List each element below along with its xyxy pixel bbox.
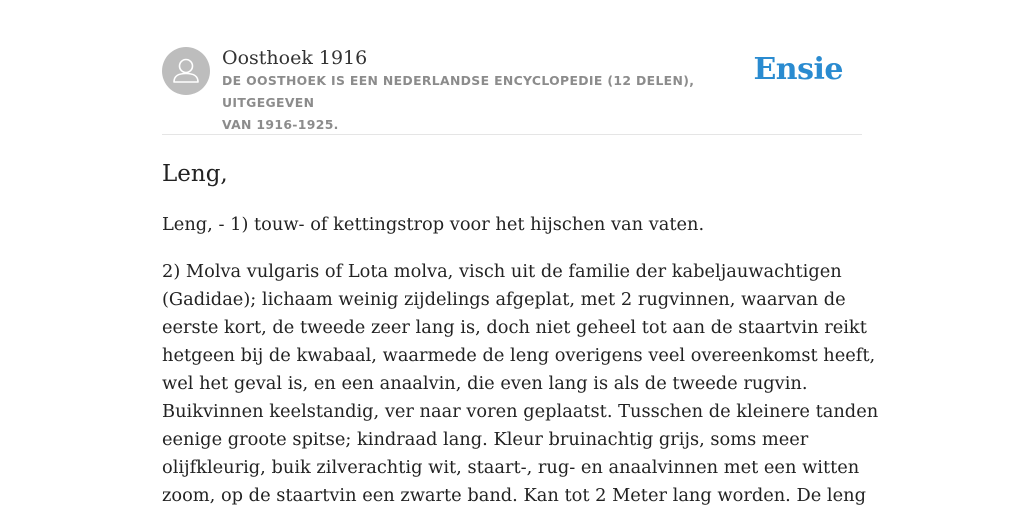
ensie-logo-link[interactable]: Ensie	[753, 52, 843, 87]
paragraph-line: (Gadidae); lichaam weinig zijdelings afgeplat, met 2 rugvinnen, waarvan de	[162, 289, 846, 310]
source-description-line: VAN 1916-1925.	[222, 117, 339, 132]
entry-paragraph-2	[162, 258, 879, 510]
paragraph-line: eerste kort, de tweede zeer lang is, doch niet geheel tot aan de staartvin reikt	[162, 317, 867, 338]
content-column	[162, 0, 879, 510]
source-avatar[interactable]	[162, 47, 210, 95]
paragraph-line: eenige groote spitse; kindraad lang. Kleur bruinachtig grijs, soms meer	[162, 429, 809, 450]
source-info	[222, 46, 762, 136]
paragraph-line: Buikvinnen keelstandig, ver naar voren geplaatst. Tusschen de kleinere tanden	[162, 401, 879, 422]
paragraph-line: olijfkleurig, buik zilverachtig wit, staart-, rug- en anaalvinnen met een witten	[162, 457, 860, 478]
entry-title: Leng,	[162, 161, 228, 187]
paragraph-line: hetgeen bij de kwabaal, waarmede de leng overigens veel overeenkomst heeft,	[162, 345, 876, 366]
source-description-line: DE OOSTHOEK IS EEN NEDERLANDSE ENCYCLOPEDIE (12 DELEN), UITGEGEVEN	[222, 73, 695, 110]
entry-paragraph-1: Leng, - 1) touw- of kettingstrop voor het hijschen van vaten.	[162, 214, 705, 235]
source-title[interactable]: Oosthoek 1916	[222, 47, 368, 69]
source-header	[162, 0, 862, 135]
paragraph-line: 2) Molva vulgaris of Lota molva, visch uit de familie der kabeljauwachtigen	[162, 261, 842, 282]
source-description	[222, 70, 762, 136]
paragraph-line: zoom, op de staartvin een zwarte band. Kan tot 2 Meter lang worden. De leng	[162, 485, 866, 506]
user-silhouette-icon	[162, 47, 210, 95]
paragraph-line: wel het geval is, en een anaalvin, die even lang is als de tweede rugvin.	[162, 373, 808, 394]
